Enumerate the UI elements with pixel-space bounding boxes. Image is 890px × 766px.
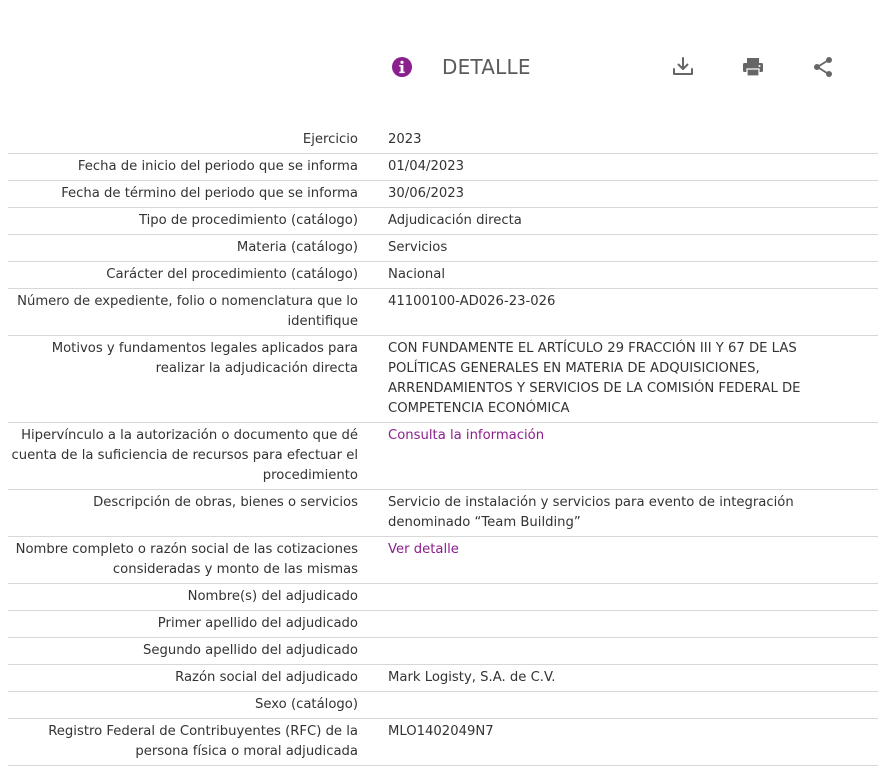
table-row bbox=[8, 611, 878, 638]
download-icon bbox=[671, 55, 695, 79]
row-label: Motivos y fundamentos legales aplicados para realizar la adjudicación directa bbox=[8, 336, 388, 423]
table-row bbox=[8, 665, 878, 692]
table-row bbox=[8, 289, 878, 336]
table-row bbox=[8, 262, 878, 289]
row-label: Descripción de obras, bienes o servicios bbox=[8, 490, 388, 537]
row-value bbox=[388, 611, 878, 638]
row-label: Nombre(s) del adjudicado bbox=[8, 584, 388, 611]
row-value: Servicio de instalación y servicios para evento de integración denominado “Team Building” bbox=[388, 490, 878, 537]
table-row bbox=[8, 208, 878, 235]
row-label: Ejercicio bbox=[8, 127, 388, 154]
row-value: 30/06/2023 bbox=[388, 181, 878, 208]
consulta-informacion-link[interactable]: Consulta la información bbox=[388, 428, 545, 443]
row-label: Número de expediente, folio o nomenclatura que lo identifique bbox=[8, 289, 388, 336]
row-value bbox=[388, 584, 878, 611]
page-title: DETALLE bbox=[442, 55, 531, 79]
row-label: Primer apellido del adjudicado bbox=[8, 611, 388, 638]
print-button[interactable] bbox=[740, 54, 766, 80]
row-value: MLO1402049N7 bbox=[388, 719, 878, 766]
row-value: 01/04/2023 bbox=[388, 154, 878, 181]
row-label: Fecha de inicio del periodo que se informa bbox=[8, 154, 388, 181]
table-row bbox=[8, 719, 878, 766]
row-value: CON FUNDAMENTE EL ARTÍCULO 29 FRACCIÓN III Y 67 DE LAS POLÍTICAS GENERALES EN MATERIA DE ADQUISICIONES, ARRENDAMIENTOS Y SERVICIOS DE LA COMISIÓN FEDERAL DE COMPETENCIA ECONÓMICA bbox=[388, 336, 878, 423]
row-label: Carácter del procedimiento (catálogo) bbox=[8, 262, 388, 289]
row-value bbox=[388, 537, 878, 584]
row-value: Nacional bbox=[388, 262, 878, 289]
table-row bbox=[8, 584, 878, 611]
row-value: Servicios bbox=[388, 235, 878, 262]
table-row bbox=[8, 154, 878, 181]
row-label: Registro Federal de Contribuyentes (RFC) de la persona física o moral adjudicada bbox=[8, 719, 388, 766]
row-value: 2023 bbox=[388, 127, 878, 154]
row-label: Hipervínculo a la autorización o documento que dé cuenta de la suficiencia de recursos para efectuar el procedimiento bbox=[8, 423, 388, 490]
share-icon bbox=[811, 55, 835, 79]
table-row bbox=[8, 336, 878, 423]
table-row bbox=[8, 127, 878, 154]
print-icon bbox=[741, 55, 765, 79]
row-value bbox=[388, 638, 878, 665]
download-button[interactable] bbox=[670, 54, 696, 80]
table-row bbox=[8, 490, 878, 537]
info-icon bbox=[391, 56, 413, 78]
row-label: Segundo apellido del adjudicado bbox=[8, 638, 388, 665]
share-button[interactable] bbox=[810, 54, 836, 80]
table-row bbox=[8, 181, 878, 208]
row-label: Razón social del adjudicado bbox=[8, 665, 388, 692]
row-label: Fecha de término del periodo que se informa bbox=[8, 181, 388, 208]
row-label: Materia (catálogo) bbox=[8, 235, 388, 262]
table-row bbox=[8, 235, 878, 262]
table-row bbox=[8, 423, 878, 490]
detail-header bbox=[0, 0, 890, 120]
table-row bbox=[8, 692, 878, 719]
row-value: Adjudicación directa bbox=[388, 208, 878, 235]
row-value: 41100100-AD026-23-026 bbox=[388, 289, 878, 336]
row-label: Nombre completo o razón social de las cotizaciones consideradas y monto de las mismas bbox=[8, 537, 388, 584]
ver-detalle-link[interactable]: Ver detalle bbox=[388, 542, 459, 557]
table-row bbox=[8, 638, 878, 665]
row-value: Mark Logisty, S.A. de C.V. bbox=[388, 665, 878, 692]
row-value bbox=[388, 692, 878, 719]
detail-table bbox=[8, 127, 878, 766]
row-label: Tipo de procedimiento (catálogo) bbox=[8, 208, 388, 235]
table-row bbox=[8, 537, 878, 584]
row-label: Sexo (catálogo) bbox=[8, 692, 388, 719]
row-value bbox=[388, 423, 878, 490]
